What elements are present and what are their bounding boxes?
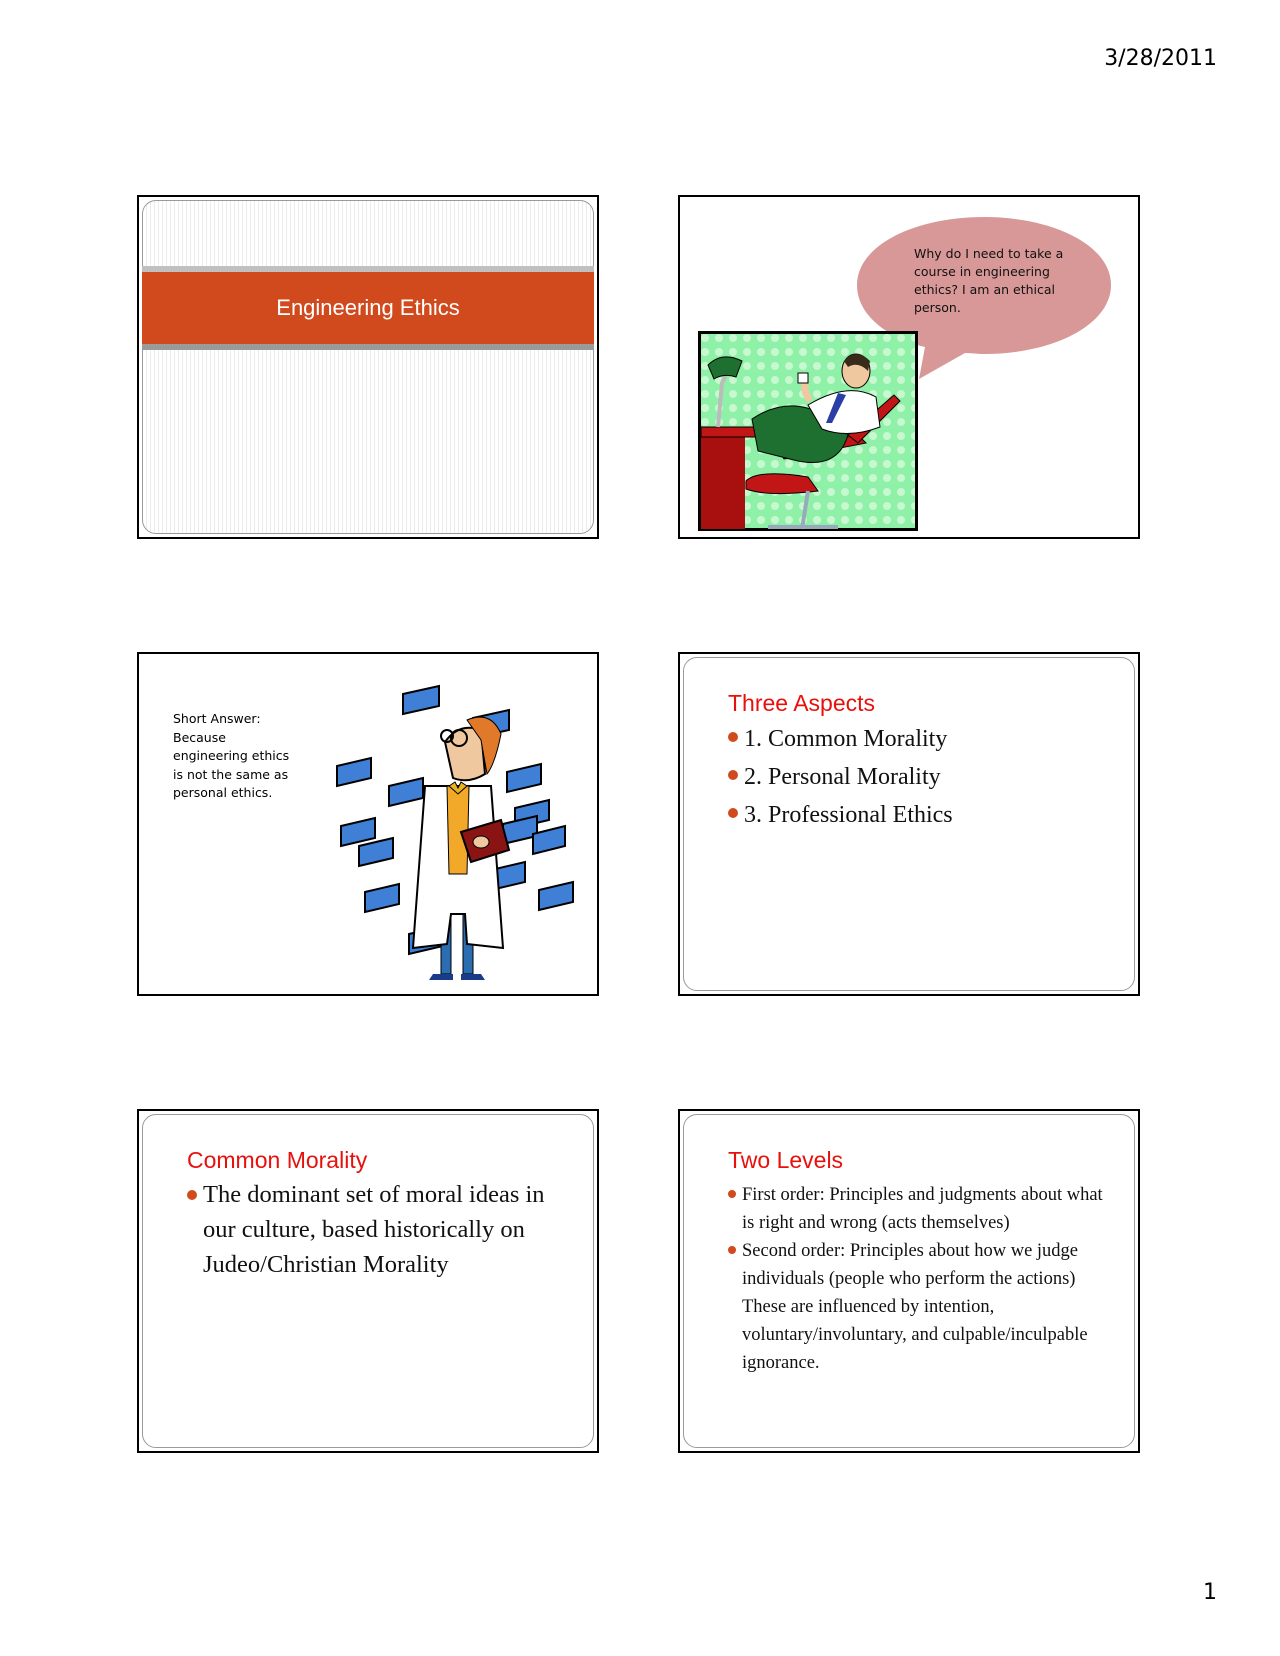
list-item: First order: Principles and judgments about what is right and wrong (acts themselves): [728, 1181, 1112, 1237]
slide-background: [142, 200, 594, 534]
bullet-dot-icon: [728, 732, 738, 742]
list-item: 1. Common Morality: [728, 720, 1118, 758]
bullet-dot-icon: [728, 1246, 736, 1254]
page-number: 1: [1203, 1580, 1217, 1605]
bullet-dot-icon: [728, 770, 738, 780]
slide-title: Common Morality: [187, 1147, 368, 1173]
slide-title: Three Aspects: [728, 690, 876, 716]
scientist-clipart-icon: [329, 674, 589, 984]
slide-2: [678, 195, 1140, 539]
speech-bubble-text: Why do I need to take a course in engineering ethics? I am an ethical person.: [914, 246, 1064, 315]
bullet-dot-icon: [187, 1190, 197, 1200]
bullet-list: [728, 720, 1118, 834]
slide-5: [137, 1109, 599, 1453]
slide-3: [137, 652, 599, 996]
list-item: Second order: Principles about how we judge individuals (people who perform the actions) These are influenced by intention, voluntary/involuntary, and culpable/inculpable ignorance.: [728, 1237, 1112, 1377]
slide-title-band: [142, 272, 594, 344]
bullet-dot-icon: [728, 1190, 736, 1198]
page-date: 3/28/2011: [1104, 46, 1217, 71]
relaxing-man-clipart-icon: [698, 331, 918, 531]
slide-6: [678, 1109, 1140, 1453]
slide-title: Two Levels: [728, 1147, 844, 1173]
bullet-dot-icon: [728, 808, 738, 818]
bullet-list: [728, 1181, 1112, 1377]
slide-1: [137, 195, 599, 539]
short-answer-text: Short Answer: Because engineering ethics is not the same as personal ethics.: [173, 711, 290, 800]
list-item: 3. Professional Ethics: [728, 796, 1118, 834]
list-item: The dominant set of moral ideas in our culture, based historically on Judeo/Christian Morality: [187, 1177, 561, 1282]
list-item: 2. Personal Morality: [728, 758, 1118, 796]
slide-4: [678, 652, 1140, 996]
slide-title: Engineering Ethics: [276, 295, 460, 320]
bullet-list: [187, 1177, 561, 1282]
